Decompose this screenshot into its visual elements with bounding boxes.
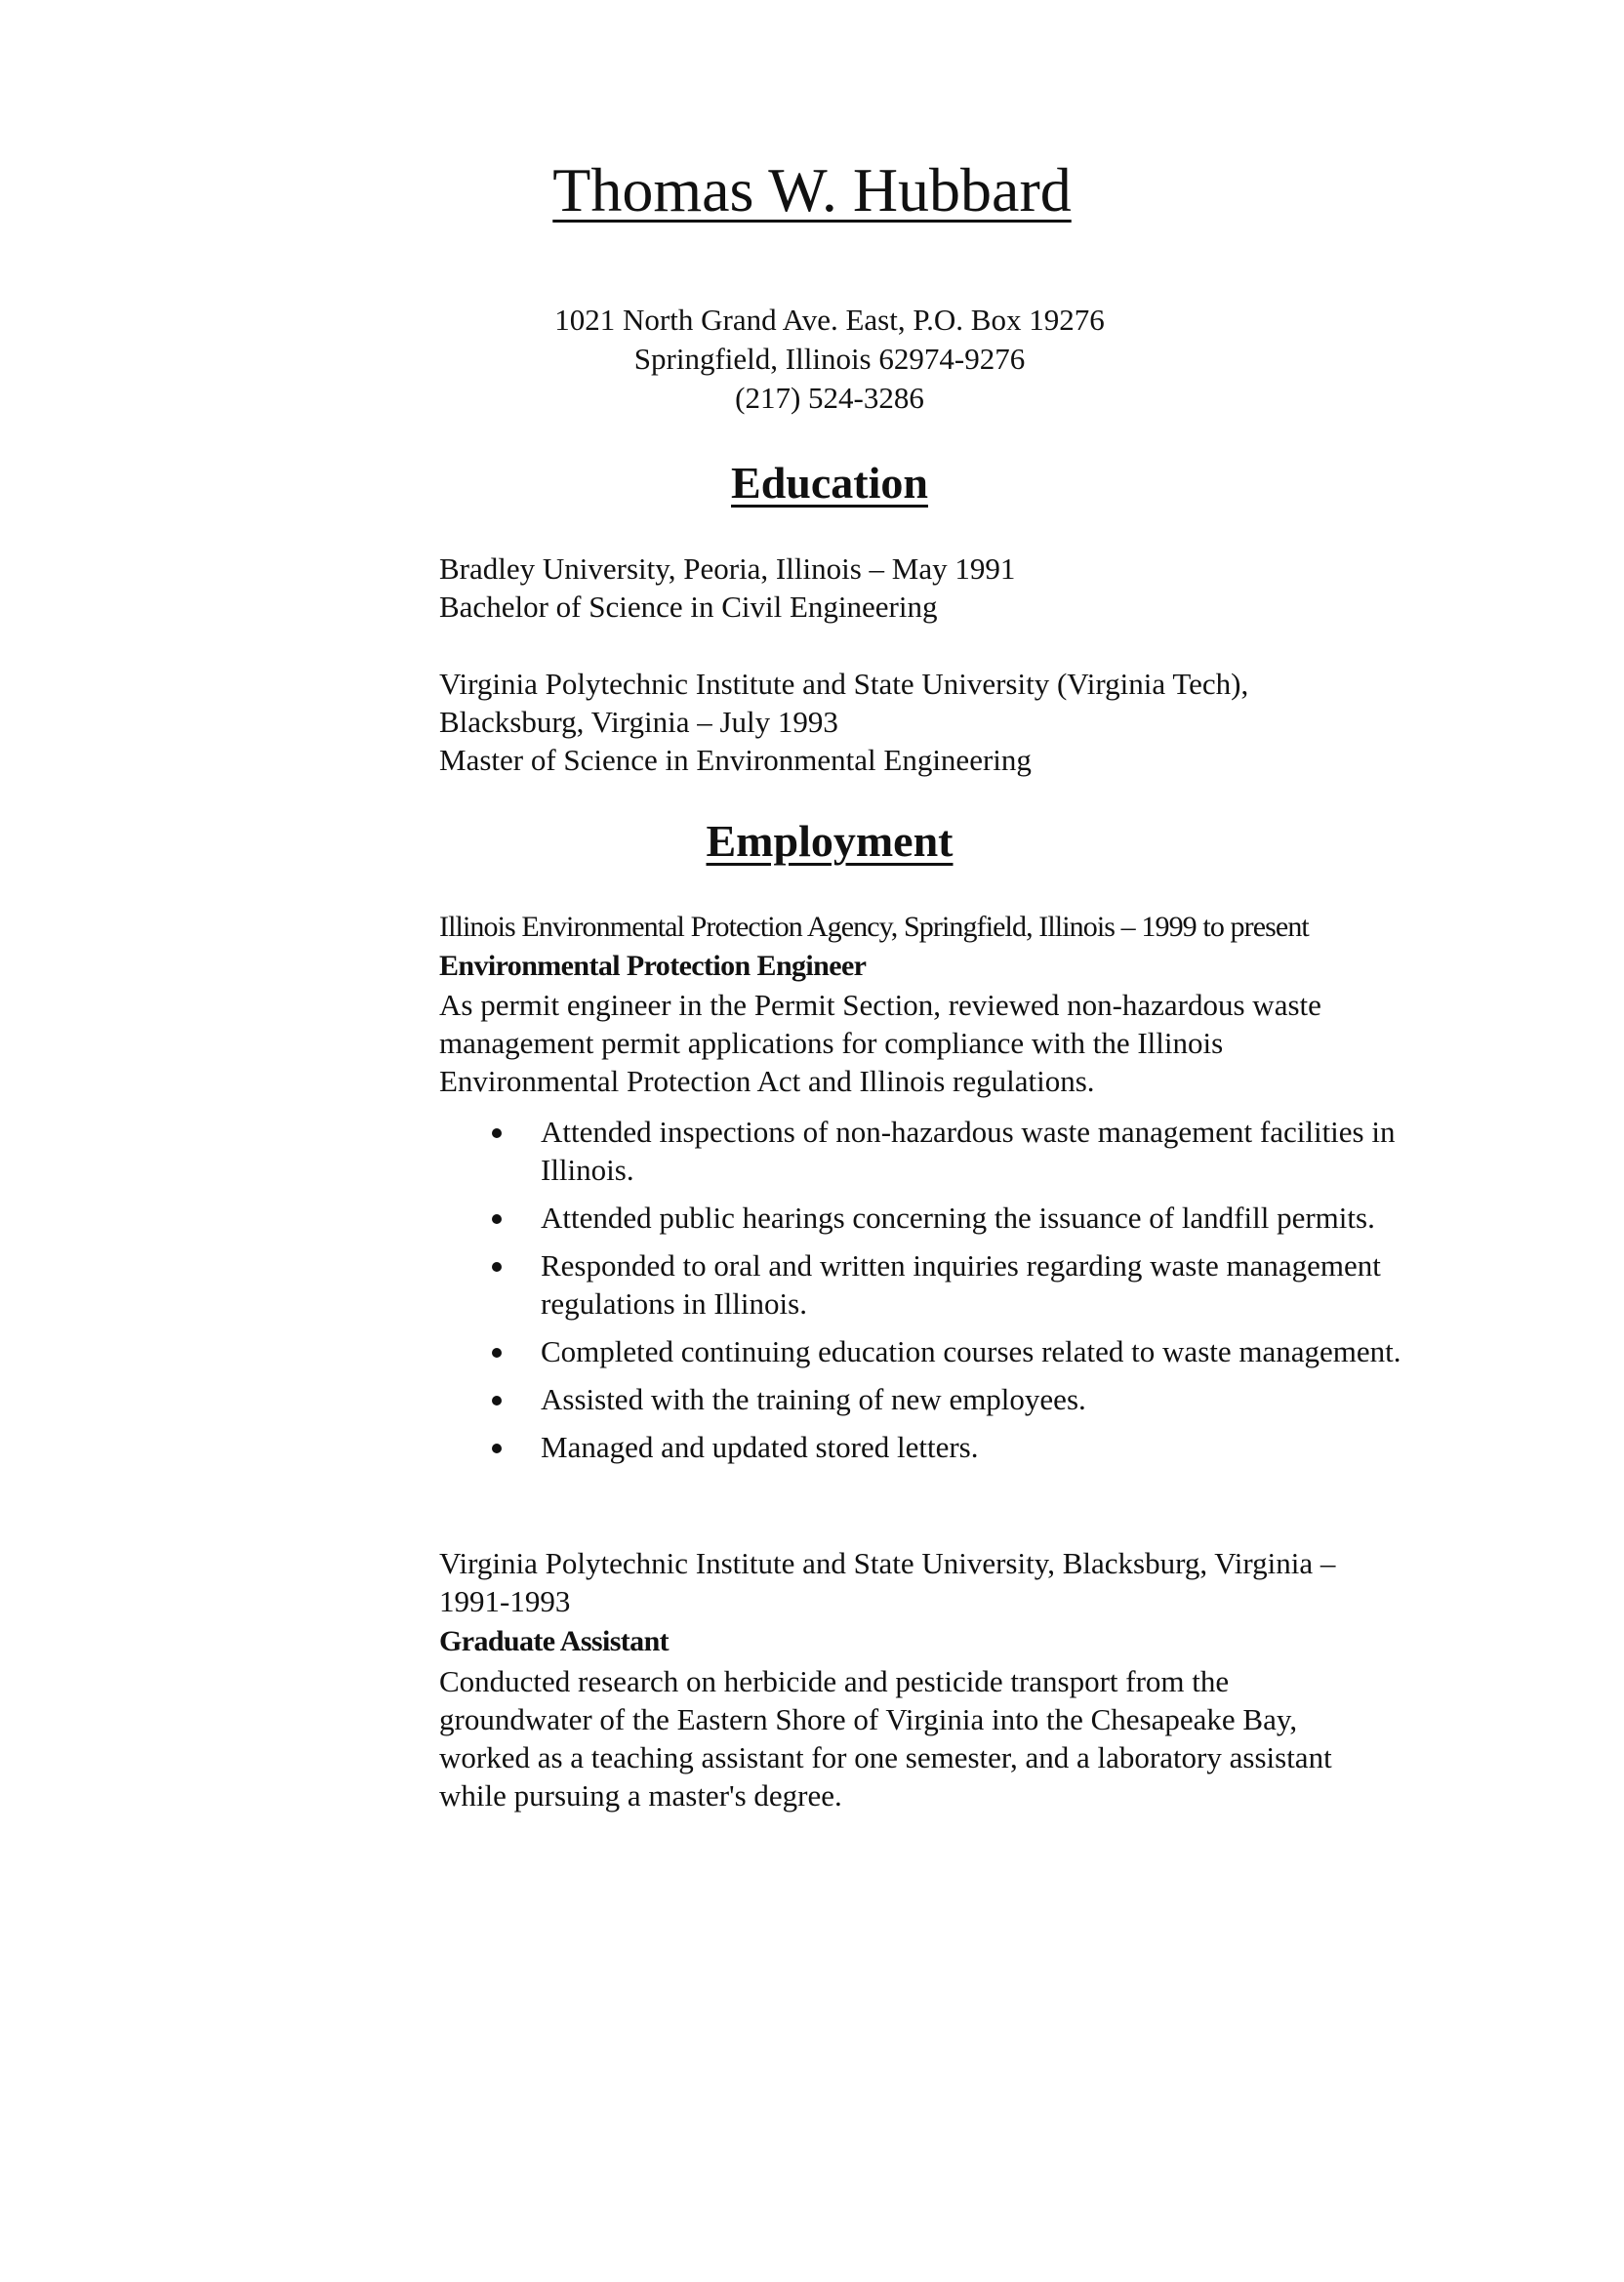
bullet-icon	[492, 1348, 502, 1358]
list-item-text: regulations in Illinois.	[541, 1286, 807, 1321]
education-entry-1-line-1: Bradley University, Peoria, Illinois – May 1991	[439, 551, 1016, 586]
list-item	[488, 1113, 1522, 1189]
job-2-description-line-3: worked as a teaching assistant for one semester, and a laboratory assistant	[439, 1740, 1332, 1774]
bullet-icon	[492, 1214, 502, 1224]
list-item	[488, 1199, 1522, 1237]
job-1-title: Environmental Protection Engineer	[439, 950, 867, 982]
job-2-employer-line-1: Virginia Polytechnic Institute and State University, Blacksburg, Virginia –	[439, 1546, 1336, 1580]
job-2-description-line-1: Conducted research on herbicide and pesticide transport from the	[439, 1664, 1230, 1698]
job-2-title: Graduate Assistant	[439, 1625, 670, 1657]
job-1-employer: Illinois Environmental Protection Agency, Springfield, Illinois – 1999 to present	[439, 911, 1309, 943]
bullet-icon	[492, 1396, 502, 1406]
list-item	[488, 1380, 1522, 1418]
list-item-text: Illinois.	[541, 1153, 634, 1187]
list-item-text: Responded to oral and written inquiries regarding waste management	[541, 1248, 1381, 1283]
education-entry-1-line-2: Bachelor of Science in Civil Engineering	[439, 590, 938, 624]
resume-name: Thomas W. Hubbard	[552, 155, 1072, 224]
list-item	[488, 1428, 1522, 1466]
list-item	[488, 1246, 1522, 1323]
job-2-description-line-4: while pursuing a master's degree.	[439, 1778, 842, 1813]
phone-number: (217) 524-3286	[735, 381, 924, 415]
list-item-text: Attended public hearings concerning the issuance of landfill permits.	[541, 1201, 1375, 1235]
job-1-description-line-1: As permit engineer in the Permit Section, reviewed non-hazardous waste	[439, 988, 1321, 1022]
list-item-text: Completed continuing education courses related to waste management.	[541, 1334, 1401, 1368]
education-heading: Education	[731, 458, 928, 508]
bullet-icon	[492, 1262, 502, 1272]
education-entry-2-line-2: Blacksburg, Virginia – July 1993	[439, 705, 838, 739]
job-2-employer-line-2: 1991-1993	[439, 1584, 571, 1618]
education-entry-2-line-1: Virginia Polytechnic Institute and State University (Virginia Tech),	[439, 667, 1249, 701]
job-1-description-line-2: management permit applications for compliance with the Illinois	[439, 1026, 1224, 1060]
address-line-1: 1021 North Grand Ave. East, P.O. Box 19276	[554, 303, 1105, 337]
job-1-description-line-3: Environmental Protection Act and Illinois regulations.	[439, 1064, 1095, 1098]
list-item-text: Managed and updated stored letters.	[541, 1430, 979, 1464]
education-entry-2-line-3: Master of Science in Environmental Engineering	[439, 743, 1032, 777]
bullet-icon	[492, 1444, 502, 1453]
job-1-duties-list	[488, 1113, 1522, 1476]
list-item-text: Assisted with the training of new employees.	[541, 1382, 1086, 1416]
list-item	[488, 1332, 1522, 1370]
list-item-text: Attended inspections of non-hazardous waste management facilities in	[541, 1115, 1396, 1149]
job-2-description-line-2: groundwater of the Eastern Shore of Virginia into the Chesapeake Bay,	[439, 1702, 1298, 1736]
bullet-icon	[492, 1128, 502, 1138]
employment-heading: Employment	[706, 816, 954, 866]
address-line-2: Springfield, Illinois 62974-9276	[633, 342, 1026, 376]
